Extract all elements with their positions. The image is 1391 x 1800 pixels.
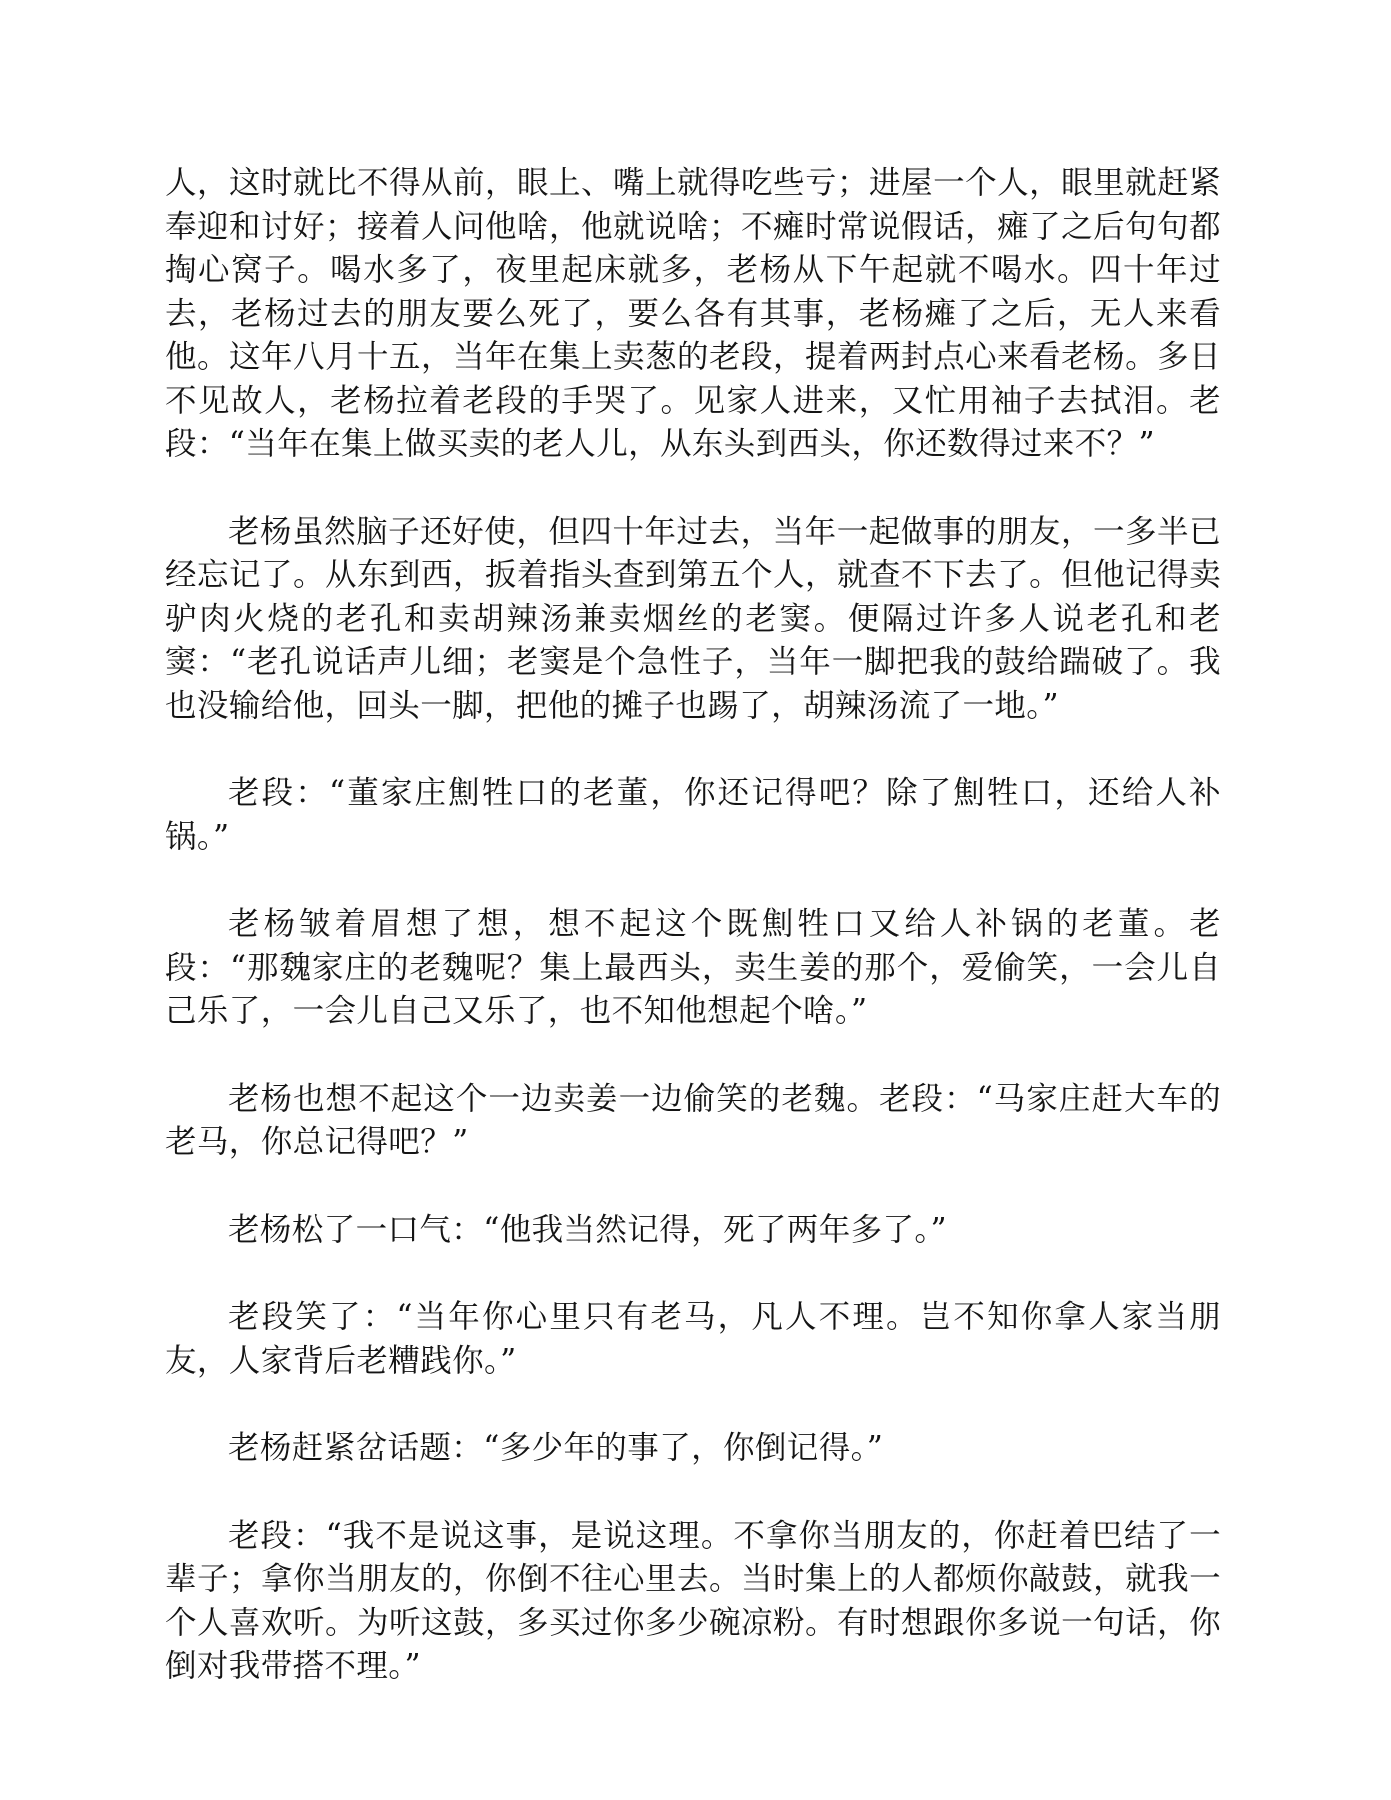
body-text	[165, 162, 1221, 1689]
paragraph-3: 老段：“董家庄劁牲口的老董，你还记得吧？除了劁牲口，还给人补锅。”	[165, 775, 1221, 855]
paragraph-6: 老杨松了一口气：“他我当然记得，死了两年多了。”	[228, 1211, 948, 1248]
paragraph-1: 人，这时就比不得从前，眼上、嘴上就得吃些亏；进屋一个人，眼里就赶紧奉迎和讨好；接着人问他啥，他就说啥；不瘫时常说假话，瘫了之后句句都掏心窝子。喝水多了，夜里起床就多，老杨从下午起就不喝水。四十年过去，老杨过去的朋友要么死了，要么各有其事，老杨瘫了之后，无人来看他。这年八月十五，当年在集上卖葱的老段，提着两封点心来看老杨。多日不见故人，老杨拉着老段的手哭了。见家人进来，又忙用袖子去拭泪。老段：“当年在集上做买卖的老人儿，从东头到西头，你还数得过来不？”	[165, 165, 1221, 462]
paragraph-9: 老段：“我不是说这事，是说这理。不拿你当朋友的，你赶着巴结了一辈子；拿你当朋友的，你倒不往心里去。当时集上的人都烦你敲鼓，就我一个人喜欢听。为听这鼓，多买过你多少碗凉粉。有时想跟你多说一句话，你倒对我带搭不理。”	[165, 1517, 1221, 1684]
paragraph-7: 老段笑了：“当年你心里只有老马，凡人不理。岂不知你拿人家当朋友，人家背后老糟践你。”	[165, 1299, 1221, 1379]
paragraph-5: 老杨也想不起这个一边卖姜一边偷笑的老魏。老段：“马家庄赶大车的老马，你总记得吧？”	[165, 1080, 1221, 1160]
paragraph-8: 老杨赶紧岔话题：“多少年的事了，你倒记得。”	[228, 1430, 884, 1466]
paragraph-4: 老杨皱着眉想了想，想不起这个既劁牲口又给人补锅的老董。老段：“那魏家庄的老魏呢？集上最西头，卖生姜的那个，爱偷笑，一会儿自己乐了，一会儿自己又乐了，也不知他想起个啥。”	[165, 906, 1221, 1029]
paragraph-2: 老杨虽然脑子还好使，但四十年过去，当年一起做事的朋友，一多半已经忘记了。从东到西，扳着指头查到第五个人，就查不下去了。但他记得卖驴肉火烧的老孔和卖胡辣汤兼卖烟丝的老窦。便隔过许多人说老孔和老窦：“老孔说话声儿细；老窦是个急性子，当年一脚把我的鼓给踹破了。我也没输给他，回头一脚，把他的摊子也踢了，胡辣汤流了一地。”	[165, 513, 1221, 724]
